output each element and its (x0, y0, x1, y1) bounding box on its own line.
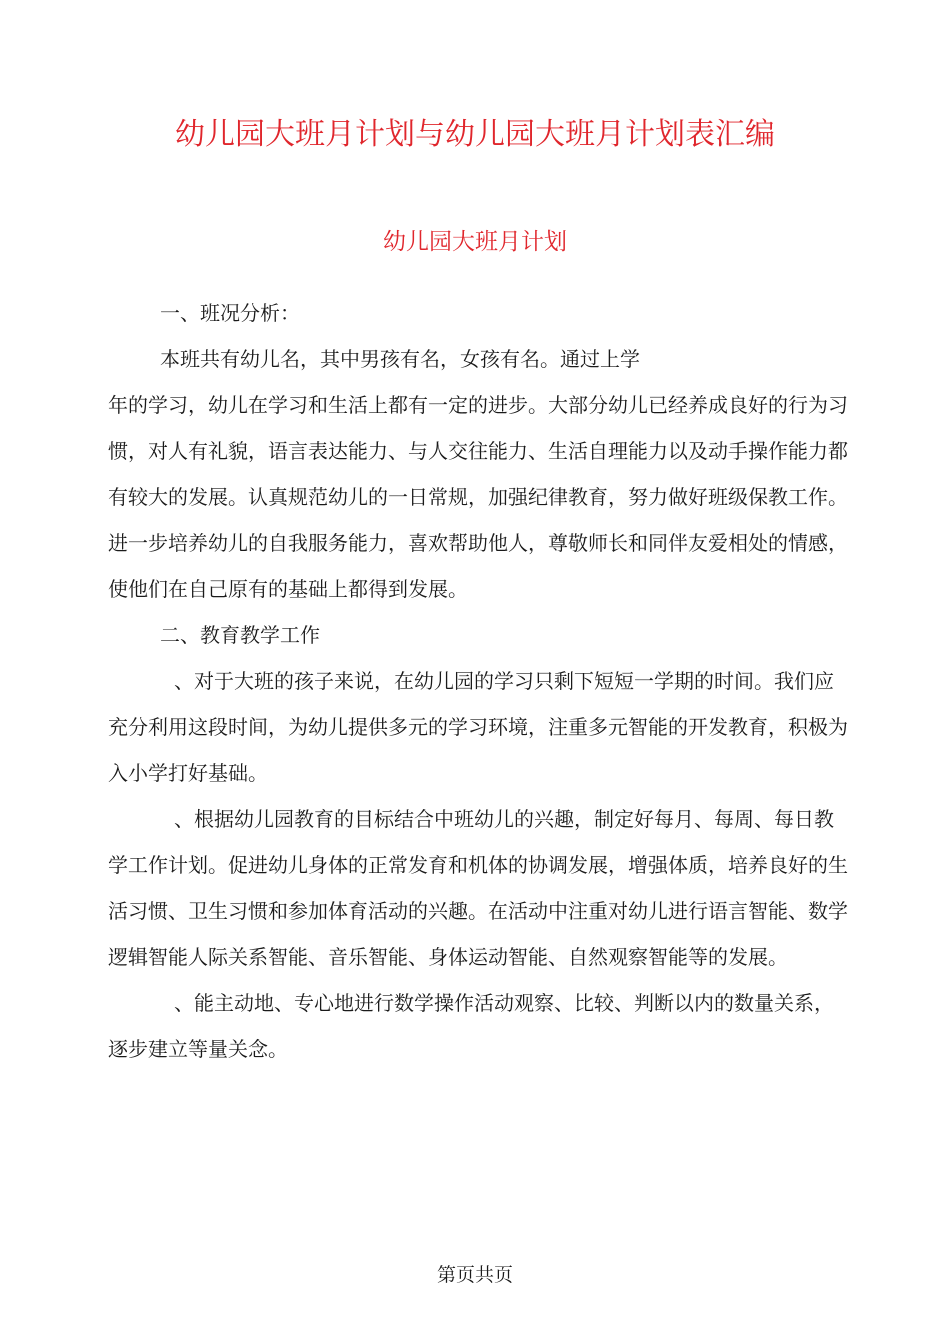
section-heading-class-analysis: 一、班况分析： (160, 301, 300, 325)
paragraph-class-analysis: 年的学习，幼儿在学习和生活上都有一定的进步。大部分幼儿已经养成良好的行为习惯，对人有礼貌，语言表达能力、与人交往能力、生活自理能力以及动手操作能力都有较大的发展。认真规范幼儿的一日常规，加强纪律教育，努力做好班级保教工作。进一步培养幼儿的自我服务能力，喜欢帮助他人，尊敬师长和同伴友爱相处的情感，使他们在自己原有的基础上都得到发展。 (108, 393, 848, 601)
document-title: 幼儿园大班月计划与幼儿园大班月计划表汇编 (175, 117, 775, 152)
document-subtitle: 幼儿园大班月计划 (383, 229, 567, 255)
paragraph-class-analysis-line1: 本班共有幼儿名，其中男孩有名，女孩有名。通过上学 (160, 347, 640, 371)
page-number-footer: 第页共页 (436, 1264, 513, 1286)
paragraph-item-1: 、对于大班的孩子来说，在幼儿园的学习只剩下短短一学期的时间。我们应充分利用这段时间，为幼儿提供多元的学习环境，注重多元智能的开发教育，积极为入小学打好基础。 (108, 669, 848, 785)
section-heading-teaching-work: 二、教育教学工作 (160, 623, 320, 647)
document-body (108, 290, 848, 1072)
paragraph-item-2: 、根据幼儿园教育的目标结合中班幼儿的兴趣，制定好每月、每周、每日教学工作计划。促进幼儿身体的正常发育和机体的协调发展，增强体质，培养良好的生活习惯、卫生习惯和参加体育活动的兴趣。在活动中注重对幼儿进行语言智能、数学逻辑智能人际关系智能、音乐智能、身体运动智能、自然观察智能等的发展。 (108, 807, 848, 969)
paragraph-item-3: 、能主动地、专心地进行数学操作活动观察、比较、判断以内的数量关系，逐步建立等量关念。 (108, 991, 834, 1061)
